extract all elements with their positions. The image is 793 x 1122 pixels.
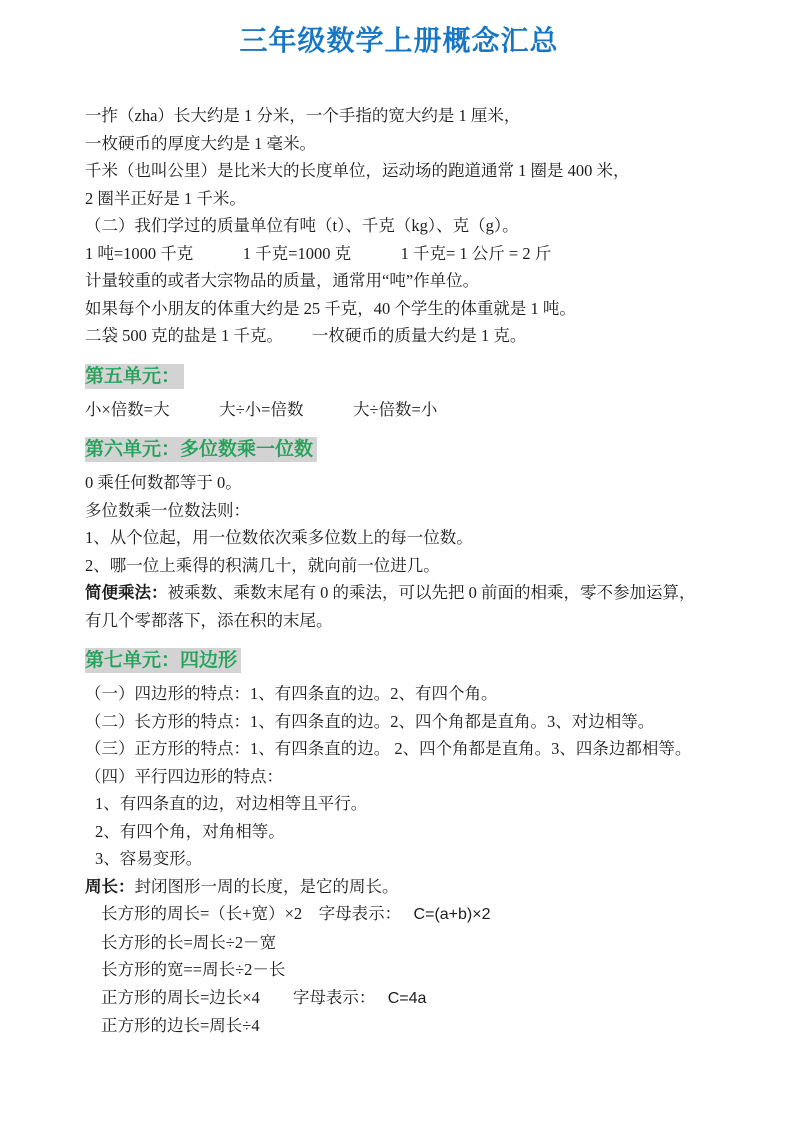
text-line xyxy=(85,469,713,497)
text-run: 一枚硬币的厚度大约是 1 毫米。 xyxy=(85,133,316,153)
text-run: 1 吨=1000 千克 1 千克=1000 克 1 千克= 1 公斤 = 2 斤 xyxy=(85,243,552,263)
text-line xyxy=(85,900,713,929)
text-line xyxy=(85,157,713,185)
section-block xyxy=(85,646,713,1040)
text-line xyxy=(85,295,713,323)
text-line xyxy=(85,102,713,130)
text-line xyxy=(85,1012,713,1040)
text-run: 2 圈半正好是 1 千米。 xyxy=(85,188,246,208)
text-run: 1、有四条直的边，对边相等且平行。 xyxy=(95,794,368,813)
section-block xyxy=(85,435,713,634)
section-block xyxy=(85,362,713,424)
text-run: 正方形的周长=边长×4 字母表示： xyxy=(101,987,388,1007)
text-line xyxy=(85,708,713,736)
text-line xyxy=(85,984,713,1013)
text-run: 0 乘任何数都等于 0。 xyxy=(85,473,242,492)
text-line xyxy=(85,322,713,350)
paragraph-block xyxy=(85,102,713,350)
text-line xyxy=(85,956,713,984)
text-line xyxy=(85,845,713,873)
text-run: 2、哪一位上乘得的积满几十，就向前一位进几。 xyxy=(85,555,440,575)
text-run-formula: C=(a+b)×2 xyxy=(413,906,491,923)
text-run: 1、从个位起，用一位数依次乘多位数上的每一位数。 xyxy=(85,528,473,547)
text-line xyxy=(85,818,713,846)
text-line xyxy=(85,130,713,158)
document-body xyxy=(85,102,713,1040)
text-run-formula: C=4a xyxy=(387,989,427,1007)
text-line xyxy=(85,212,713,240)
section-heading xyxy=(85,646,713,676)
text-run: 被乘数、乘数末尾有 0 的乘法，可以先把 0 前面的相乘，零不参加运算， xyxy=(167,583,696,602)
text-run: （三）正方形的特点：1、有四条直的边。 2、四个角都是直角。3、四条边都相等。 xyxy=(85,739,692,758)
section-heading-text: 第五单元： xyxy=(85,364,184,389)
text-run-bold: 简便乘法： xyxy=(85,583,168,602)
text-line xyxy=(85,552,713,580)
text-line xyxy=(85,790,713,818)
text-run: 计量较重的或者大宗物品的质量，通常用“吨”作单位。 xyxy=(85,271,480,290)
section-heading xyxy=(85,435,713,465)
text-run: （二）我们学过的质量单位有吨（t）、千克（kg）、克（g）。 xyxy=(85,216,519,235)
text-run: 3、容易变形。 xyxy=(95,849,203,868)
text-line xyxy=(85,579,713,607)
text-run: 千米（也叫公里）是比米大的长度单位，运动场的跑道通常 1 圈是 400 米， xyxy=(85,161,630,180)
text-run: 二袋 500 克的盐是 1 千克。 一枚硬币的质量大约是 1 克。 xyxy=(85,326,527,345)
text-run: 正方形的边长=周长÷4 xyxy=(101,1016,260,1035)
text-line xyxy=(85,267,713,295)
text-run-bold: 周长： xyxy=(85,876,135,896)
text-run: 多位数乘一位数法则： xyxy=(85,500,250,520)
text-line xyxy=(85,396,713,424)
text-run: 有几个零都落下，添在积的末尾。 xyxy=(85,610,333,630)
text-run: 长方形的长=周长÷2－宽 xyxy=(101,932,277,952)
text-line xyxy=(85,524,713,552)
text-line xyxy=(85,607,713,635)
text-run: 封闭图形一周的长度，是它的周长。 xyxy=(134,876,399,896)
text-line xyxy=(85,185,713,213)
text-line xyxy=(85,735,713,763)
text-run: （四）平行四边形的特点： xyxy=(85,766,283,786)
text-run: 一拃（zha）长大约是 1 分米，一个手指的宽大约是 1 厘米， xyxy=(85,106,521,125)
text-run: （二）长方形的特点：1、有四条直的边。2、四个角都是直角。3、对边相等。 xyxy=(85,711,655,731)
text-run: 如果每个小朋友的体重大约是 25 千克，40 个学生的体重就是 1 吨。 xyxy=(85,298,576,318)
text-run: 小×倍数=大 大÷小=倍数 大÷倍数=小 xyxy=(85,399,438,419)
text-line xyxy=(85,873,713,901)
document-title: 三年级数学上册概念汇总 xyxy=(239,25,559,56)
text-line xyxy=(85,929,713,957)
text-line xyxy=(85,680,713,708)
text-run: 2、有四个角，对角相等。 xyxy=(95,821,285,841)
text-run: 长方形的宽==周长÷2－长 xyxy=(101,960,286,979)
section-heading-text: 第七单元：四边形 xyxy=(85,648,241,673)
text-run: 长方形的周长=（长+宽）×2 字母表示： xyxy=(101,904,414,923)
text-line xyxy=(85,763,713,791)
section-heading xyxy=(85,362,713,392)
text-run: （一）四边形的特点：1、有四条直的边。2、有四个角。 xyxy=(85,684,498,703)
section-heading-text: 第六单元：多位数乘一位数 xyxy=(85,437,317,462)
text-line xyxy=(85,240,713,268)
text-line xyxy=(85,497,713,525)
